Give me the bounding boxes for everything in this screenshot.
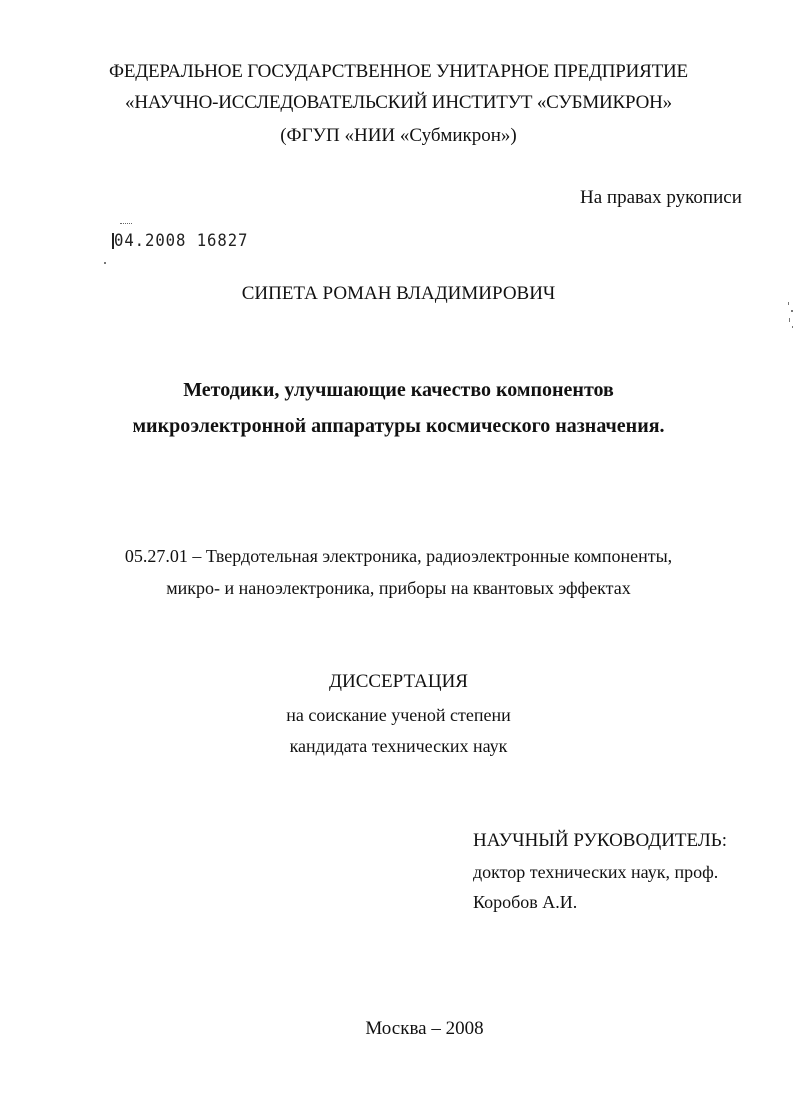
supervisor-credentials: доктор технических наук, проф. bbox=[473, 862, 719, 882]
registration-stamp: 04.2008 16827 bbox=[114, 231, 249, 251]
scan-speck bbox=[104, 262, 106, 264]
title-line2: микроэлектронной аппаратуры космического назначения. bbox=[132, 415, 665, 437]
manuscript-rights-note: На правах рукописи bbox=[580, 187, 742, 208]
specialty-line1: 05.27.01 – Твердотельная электроника, радиоэлектронные компоненты, bbox=[124, 546, 673, 566]
scan-speck bbox=[792, 326, 793, 328]
scan-speck bbox=[788, 302, 789, 305]
title-line1: Методики, улучшающие качество компонентов bbox=[183, 379, 614, 401]
org-abbreviation: (ФГУП «НИИ «Субмикрон») bbox=[280, 125, 517, 146]
degree-line1: на соискание ученой степени bbox=[286, 705, 511, 725]
city-year: Москва – 2008 bbox=[365, 1018, 484, 1039]
org-name-line1: ФЕДЕРАЛЬНОЕ ГОСУДАРСТВЕННОЕ УНИТАРНОЕ ПРЕДПРИЯТИЕ bbox=[109, 61, 688, 82]
scan-speck bbox=[791, 310, 793, 312]
scan-speck bbox=[789, 318, 790, 322]
supervisor-heading: НАУЧНЫЙ РУКОВОДИТЕЛЬ: bbox=[473, 830, 727, 851]
document-type-heading: ДИССЕРТАЦИЯ bbox=[329, 671, 468, 692]
supervisor-name: Коробов А.И. bbox=[473, 892, 578, 912]
specialty-line2: микро- и наноэлектроника, приборы на квантовых эффектах bbox=[166, 578, 631, 598]
degree-line2: кандидата технических наук bbox=[289, 736, 508, 756]
stamp-mark bbox=[120, 223, 132, 226]
author-name: СИПЕТА РОМАН ВЛАДИМИРОВИЧ bbox=[241, 283, 556, 304]
org-name-line2: «НАУЧНО-ИССЛЕДОВАТЕЛЬСКИЙ ИНСТИТУТ «СУБМИКРОН» bbox=[125, 92, 672, 113]
